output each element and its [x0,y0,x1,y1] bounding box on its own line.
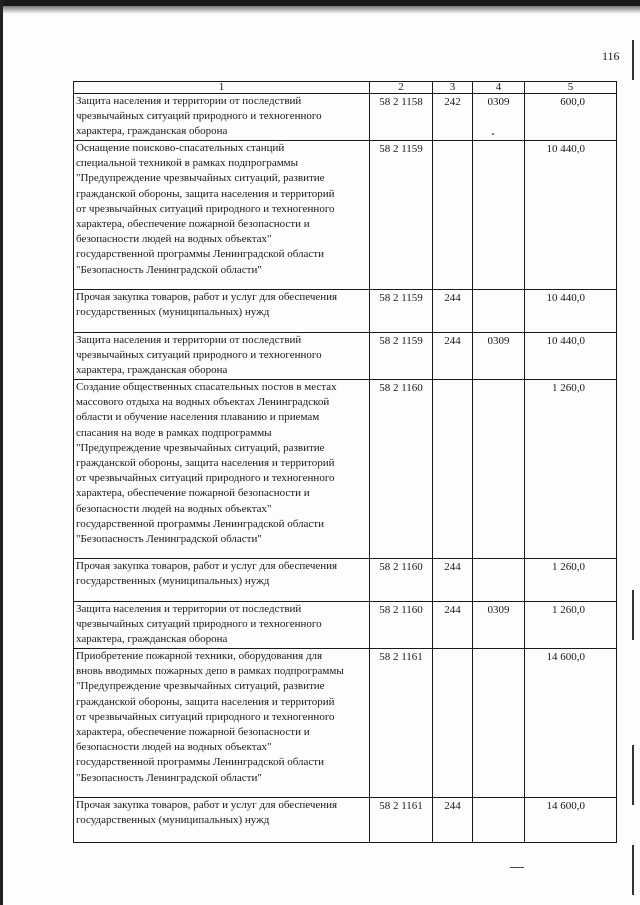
scan-right-mark [632,745,634,805]
row-name-line: государственных (муниципальных) нужд [76,575,270,588]
row-amount: 1 260,0 [525,559,617,602]
row-name-line: безопасности людей на водных объектах" [76,502,272,515]
row-amount: 10 440,0 [525,141,617,290]
row-amount: 10 440,0 [525,290,617,333]
row-expense-type: 244 [433,602,473,649]
row-expense-type: 244 [433,798,473,843]
table-row [74,141,617,290]
row-name-line: "Безопасность Ленинградской области" [76,533,262,546]
scan-top-shadow [0,6,640,14]
table-row [74,798,617,843]
row-code: 58 2 1160 [370,559,433,602]
row-name-line: характера, гражданская оборона [76,633,228,646]
row-name-line: характера, гражданская оборона [76,125,228,138]
column-header: 4 [473,82,525,94]
row-section [473,290,525,333]
row-section [473,649,525,798]
table-header-row [74,82,617,94]
row-expense-type [433,380,473,559]
table-row [74,649,617,798]
column-header: 3 [433,82,473,94]
row-name-line: "Предупреждение чрезвычайных ситуаций, развитие [76,441,325,454]
row-name-line: гражданской обороны, защита населения и территорий [76,695,335,708]
row-name-cell [74,94,370,141]
row-name-cell [74,798,370,843]
row-code: 58 2 1160 [370,380,433,559]
row-name-line: массового отдыха на водных объектах Ленинградской [76,396,330,409]
row-section: 0309 [473,94,525,141]
table-row [74,602,617,649]
row-code: 58 2 1159 [370,333,433,380]
row-name-line: гражданской обороны, защита населения и территорий [76,457,335,470]
row-name-line: "Предупреждение чрезвычайных ситуаций, развитие [76,680,325,693]
row-code: 58 2 1159 [370,141,433,290]
row-name-line: государственных (муниципальных) нужд [76,306,270,319]
row-section [473,141,525,290]
table-row [74,380,617,559]
row-name-line: Прочая закупка товаров, работ и услуг для обеспечения [76,291,338,303]
row-name-line: государственной программы Ленинградской области [76,248,324,261]
scan-right-mark [632,845,634,895]
scan-bottom-mark [510,867,524,868]
row-name-cell [74,559,370,602]
row-name-cell [74,141,370,290]
row-name-line: области и обучение населения плаванию и приемам [76,411,320,424]
budget-table [73,81,617,843]
row-code: 58 2 1161 [370,649,433,798]
page-number: 116 [602,49,620,63]
column-header: 5 [525,82,617,94]
row-name-line: государственных (муниципальных) нужд [76,814,270,827]
row-name-line: характера, гражданская оборона [76,364,228,377]
row-section [473,380,525,559]
row-section [473,559,525,602]
row-amount: 14 600,0 [525,649,617,798]
scan-speck [492,133,494,135]
row-name-line: Защита населения и территории от последствий [76,95,302,107]
row-amount: 1 260,0 [525,380,617,559]
row-name-line: безопасности людей на водных объектах" [76,741,272,754]
row-expense-type: 244 [433,333,473,380]
row-name-line: Защита населения и территории от последствий [76,603,302,615]
row-section [473,798,525,843]
row-section: 0309 [473,333,525,380]
scan-right-mark [632,590,634,640]
row-code: 58 2 1161 [370,798,433,843]
row-amount: 10 440,0 [525,333,617,380]
scan-right-mark [632,40,634,80]
row-name-line: Прочая закупка товаров, работ и услуг для обеспечения [76,799,338,811]
row-name-cell [74,602,370,649]
row-name-line: Прочая закупка товаров, работ и услуг для обеспечения [76,560,338,572]
row-name-cell [74,380,370,559]
table-row [74,94,617,141]
column-header: 1 [74,82,370,94]
table-row [74,333,617,380]
row-expense-type [433,141,473,290]
row-code: 58 2 1160 [370,602,433,649]
row-amount: 600,0 [525,94,617,141]
row-name-line: "Предупреждение чрезвычайных ситуаций, развитие [76,172,325,185]
row-expense-type: 244 [433,559,473,602]
row-name-line: специальной техникой в рамках подпрограммы [76,157,299,170]
table-row [74,290,617,333]
row-amount: 14 600,0 [525,798,617,843]
row-name-line: "Безопасность Ленинградской области" [76,263,262,276]
row-name-line: вновь вводимых пожарных депо в рамках подпрограммы [76,665,344,678]
row-name-line: чрезвычайных ситуаций природного и техногенного [76,618,322,631]
row-name-line: характера, обеспечение пожарной безопасности и [76,487,310,500]
row-name-line: чрезвычайных ситуаций природного и техногенного [76,349,322,362]
row-code: 58 2 1159 [370,290,433,333]
row-name-line: чрезвычайных ситуаций природного и техногенного [76,110,322,123]
row-name-cell [74,290,370,333]
row-name-line: от чрезвычайных ситуаций природного и техногенного [76,202,335,215]
table-row [74,559,617,602]
row-name-line: характера, обеспечение пожарной безопасности и [76,726,310,739]
row-code: 58 2 1158 [370,94,433,141]
row-name-line: государственной программы Ленинградской области [76,517,324,530]
row-name-line: гражданской обороны, защита населения и территорий [76,187,335,200]
column-header: 2 [370,82,433,94]
scan-left-edge [0,0,3,905]
row-amount: 1 260,0 [525,602,617,649]
row-section: 0309 [473,602,525,649]
row-name-line: безопасности людей на водных объектах" [76,233,272,246]
row-name-cell [74,649,370,798]
row-name-line: от чрезвычайных ситуаций природного и техногенного [76,472,335,485]
row-name-line: государственной программы Ленинградской области [76,756,324,769]
row-name-line: "Безопасность Ленинградской области" [76,771,262,784]
row-expense-type: 244 [433,290,473,333]
row-expense-type: 242 [433,94,473,141]
row-name-line: Защита населения и территории от последствий [76,334,302,346]
row-name-cell [74,333,370,380]
row-name-line: от чрезвычайных ситуаций природного и техногенного [76,710,335,723]
row-name-line: Создание общественных спасательных постов в местах [76,381,337,393]
row-name-line: Приобретение пожарной техники, оборудования для [76,650,323,662]
row-expense-type [433,649,473,798]
row-name-line: Оснащение поисково-спасательных станций [76,142,285,154]
row-name-line: спасания на воде в рамках подпрограммы [76,426,272,439]
row-name-line: характера, обеспечение пожарной безопасности и [76,218,310,231]
